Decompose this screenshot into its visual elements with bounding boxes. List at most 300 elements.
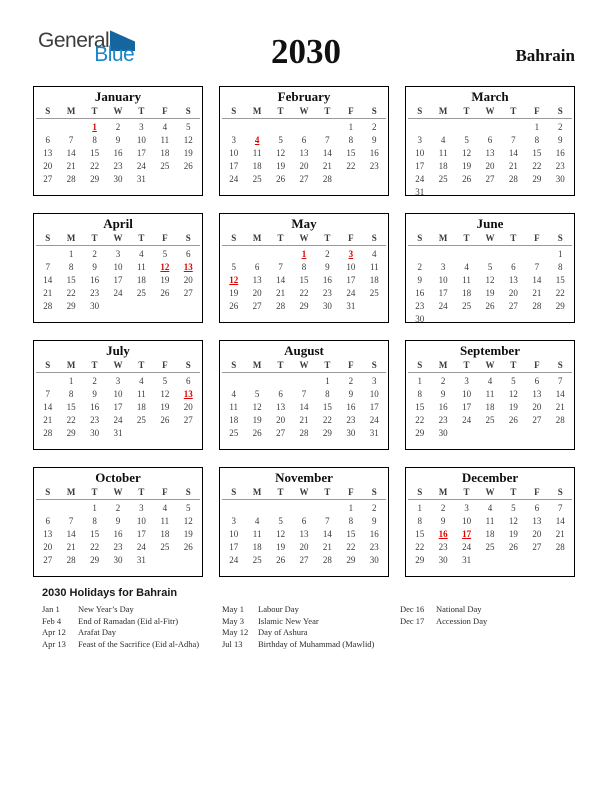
- weekday-label: M: [66, 360, 76, 370]
- day-cell: 21: [276, 288, 286, 299]
- weekday-label: S: [231, 106, 237, 116]
- weekday-label: T: [463, 487, 470, 497]
- day-cell: 18: [252, 542, 262, 553]
- day-cell: 9: [325, 262, 330, 273]
- day-cell: 17: [369, 402, 379, 413]
- day-cell: 5: [186, 122, 191, 133]
- day-cell: 22: [415, 542, 425, 553]
- day-cell: 8: [92, 135, 97, 146]
- day-cell: 7: [45, 262, 50, 273]
- holiday-day-cell: 16: [438, 529, 448, 540]
- day-cell: 6: [186, 376, 191, 387]
- month-title: November: [275, 470, 333, 485]
- day-cell: 6: [487, 135, 493, 146]
- day-cell: 20: [276, 415, 286, 426]
- day-cell: 27: [183, 415, 193, 426]
- holiday-day-cell: 4: [254, 135, 260, 146]
- day-cell: 29: [346, 555, 356, 565]
- day-cell: 1: [325, 376, 330, 387]
- day-cell: 2: [440, 503, 446, 514]
- day-cell: 13: [532, 516, 542, 527]
- day-cell: 5: [278, 135, 283, 146]
- weekday-label: T: [510, 106, 517, 116]
- weekday-label: S: [371, 106, 377, 116]
- day-cell: 23: [438, 542, 448, 553]
- day-cell: 14: [43, 275, 53, 286]
- weekday-label: T: [463, 106, 470, 116]
- day-cell: 30: [346, 428, 356, 438]
- holiday-item: [222, 627, 398, 639]
- day-cell: 8: [534, 135, 540, 146]
- weekday-label: S: [557, 487, 563, 497]
- day-cell: 25: [369, 288, 379, 299]
- day-cell: 2: [115, 503, 121, 514]
- weekday-label: T: [324, 233, 331, 243]
- day-cell: 25: [485, 415, 495, 426]
- day-cell: 15: [532, 148, 542, 159]
- day-cell: 31: [136, 555, 146, 565]
- day-cell: 6: [254, 262, 260, 273]
- day-cell: 2: [115, 122, 121, 133]
- day-cell: 9: [440, 389, 446, 400]
- day-cell: 22: [415, 415, 425, 426]
- day-cell: 19: [485, 288, 495, 299]
- day-cell: 14: [299, 402, 309, 413]
- day-cell: 26: [508, 542, 518, 553]
- day-cell: 19: [183, 529, 193, 540]
- month-october: [33, 467, 203, 577]
- day-cell: 1: [68, 376, 74, 387]
- weekday-label: M: [438, 487, 448, 497]
- day-cell: 31: [369, 428, 379, 438]
- day-cell: 5: [464, 135, 469, 146]
- day-cell: 18: [160, 148, 170, 159]
- day-cell: 1: [417, 503, 422, 514]
- day-cell: 19: [160, 275, 170, 286]
- day-cell: 27: [508, 301, 518, 311]
- month-title: February: [277, 89, 331, 104]
- weekday-label: S: [557, 106, 563, 116]
- weekday-label: T: [138, 360, 145, 370]
- day-cell: 23: [346, 415, 356, 426]
- day-cell: 30: [369, 555, 379, 565]
- weekday-label: T: [510, 487, 517, 497]
- day-cell: 18: [136, 402, 146, 413]
- weekday-label: S: [371, 233, 377, 243]
- day-cell: 8: [348, 516, 354, 527]
- day-cell: 11: [160, 516, 170, 527]
- day-cell: 12: [508, 389, 518, 400]
- day-cell: 21: [508, 161, 518, 172]
- weekday-label: W: [113, 106, 123, 116]
- day-cell: 24: [229, 555, 239, 565]
- day-cell: 10: [113, 262, 123, 273]
- weekday-label: W: [113, 360, 123, 370]
- weekday-label: T: [324, 360, 331, 370]
- day-cell: 14: [555, 389, 565, 400]
- day-cell: 14: [66, 148, 76, 159]
- weekday-label: T: [510, 233, 517, 243]
- weekday-label: S: [231, 487, 237, 497]
- day-cell: 4: [139, 249, 144, 260]
- month-title: January: [94, 89, 142, 104]
- day-cell: 8: [68, 389, 74, 400]
- day-cell: 17: [462, 402, 472, 413]
- day-cell: 11: [485, 516, 495, 527]
- day-cell: 1: [92, 503, 97, 514]
- day-cell: 27: [43, 174, 53, 184]
- weekday-header: [36, 360, 200, 373]
- weekday-label: M: [252, 233, 262, 243]
- day-cell: 23: [555, 161, 565, 172]
- day-cell: 18: [229, 415, 239, 426]
- day-cell: 15: [66, 275, 76, 286]
- day-cell: 25: [136, 288, 146, 299]
- day-cell: 20: [299, 542, 309, 553]
- day-cell: 18: [462, 288, 472, 299]
- holiday-date: Dec 16: [400, 604, 425, 614]
- day-cell: 8: [417, 516, 422, 527]
- day-cell: 10: [113, 389, 123, 400]
- day-cell: 19: [276, 542, 286, 553]
- weekday-label: M: [438, 106, 448, 116]
- holiday-column: [400, 604, 575, 627]
- day-cell: 10: [229, 529, 239, 540]
- holiday-name: Day of Ashura: [258, 627, 308, 637]
- holiday-day-cell: 17: [462, 529, 472, 540]
- weekday-label: W: [485, 106, 495, 116]
- holiday-item: [222, 616, 398, 628]
- day-cell: 28: [555, 542, 565, 553]
- day-cell: 14: [276, 275, 286, 286]
- day-cell: 9: [115, 135, 121, 146]
- day-cell: 16: [415, 288, 425, 299]
- day-cell: 25: [462, 301, 472, 311]
- day-cell: 27: [252, 301, 262, 311]
- holiday-item: [42, 604, 220, 616]
- day-cell: 13: [276, 402, 286, 413]
- day-cell: 8: [417, 389, 422, 400]
- day-cell: 30: [322, 301, 332, 311]
- month-june: [405, 213, 575, 323]
- day-cell: 5: [278, 516, 283, 527]
- weekday-label: W: [485, 487, 495, 497]
- weekday-label: T: [463, 233, 470, 243]
- day-cell: 28: [66, 555, 76, 565]
- weekday-label: T: [91, 233, 98, 243]
- day-cell: 6: [278, 389, 283, 400]
- weekday-label: F: [348, 233, 354, 243]
- weekday-label: S: [417, 106, 423, 116]
- day-cell: 4: [139, 376, 144, 387]
- holiday-name: Labour Day: [258, 604, 299, 614]
- weekday-label: W: [299, 233, 309, 243]
- days-grid: [222, 119, 386, 185]
- day-cell: 13: [252, 275, 262, 286]
- holiday-name: New Year’s Day: [78, 604, 134, 614]
- day-cell: 30: [90, 428, 100, 438]
- day-cell: 28: [555, 415, 565, 426]
- day-cell: 25: [136, 415, 146, 426]
- day-cell: 7: [325, 135, 330, 146]
- day-cell: 19: [508, 529, 518, 540]
- day-cell: 21: [66, 542, 76, 553]
- weekday-header: [222, 360, 386, 373]
- holiday-date: May 1: [222, 604, 244, 614]
- day-cell: 7: [68, 516, 74, 527]
- day-cell: 14: [43, 402, 53, 413]
- day-cell: 27: [183, 288, 193, 299]
- day-cell: 9: [440, 516, 446, 527]
- month-july: [33, 340, 203, 450]
- holiday-name: Feast of the Sacrifice (Eid al-Adha): [78, 638, 200, 649]
- day-cell: 1: [348, 503, 354, 514]
- days-grid: [222, 500, 386, 566]
- day-cell: 1: [68, 249, 74, 260]
- logo-blue-text: Blue: [94, 43, 135, 66]
- day-cell: 16: [555, 148, 565, 159]
- day-cell: 19: [160, 402, 170, 413]
- day-cell: 13: [532, 389, 542, 400]
- day-cell: 12: [252, 402, 262, 413]
- weekday-label: T: [277, 233, 284, 243]
- day-cell: 19: [508, 402, 518, 413]
- weekday-label: S: [557, 360, 563, 370]
- weekday-label: M: [66, 233, 76, 243]
- day-cell: 12: [508, 516, 518, 527]
- holiday-item: [400, 604, 575, 616]
- month-title: July: [106, 343, 130, 358]
- holiday-day-cell: 12: [229, 275, 239, 286]
- day-cell: 25: [160, 161, 170, 172]
- days-grid: [36, 246, 200, 312]
- day-cell: 24: [113, 288, 123, 299]
- day-cell: 11: [369, 262, 379, 273]
- weekday-label: M: [66, 106, 76, 116]
- day-cell: 8: [348, 135, 354, 146]
- day-cell: 24: [462, 542, 472, 553]
- day-cell: 20: [252, 288, 262, 299]
- day-cell: 29: [66, 301, 76, 311]
- day-cell: 24: [113, 415, 123, 426]
- day-cell: 26: [462, 174, 472, 184]
- day-cell: 10: [346, 262, 356, 273]
- day-cell: 4: [487, 376, 493, 387]
- day-cell: 29: [299, 301, 309, 311]
- days-grid: [408, 119, 572, 198]
- holiday-date: Dec 17: [400, 615, 425, 626]
- day-cell: 7: [558, 503, 563, 514]
- holiday-name: Islamic New Year: [258, 615, 319, 626]
- month-title: August: [284, 343, 324, 358]
- day-cell: 9: [372, 516, 377, 527]
- day-cell: 30: [438, 428, 448, 438]
- day-cell: 4: [254, 516, 260, 527]
- weekday-header: [222, 487, 386, 500]
- day-cell: 3: [231, 516, 236, 527]
- day-cell: 29: [322, 428, 332, 438]
- day-cell: 22: [66, 288, 76, 299]
- day-cell: 9: [417, 275, 422, 286]
- day-cell: 10: [462, 516, 472, 527]
- weekday-header: [408, 487, 572, 500]
- day-cell: 16: [346, 402, 356, 413]
- day-cell: 24: [415, 174, 425, 184]
- day-cell: 4: [464, 262, 469, 273]
- day-cell: 20: [183, 275, 193, 286]
- month-title: March: [471, 89, 509, 104]
- day-cell: 3: [440, 262, 446, 273]
- day-cell: 1: [417, 376, 422, 387]
- weekday-label: F: [162, 487, 168, 497]
- weekday-label: W: [299, 487, 309, 497]
- weekday-label: S: [185, 487, 191, 497]
- weekday-label: T: [91, 360, 98, 370]
- day-cell: 2: [372, 122, 377, 133]
- day-cell: 21: [43, 415, 53, 426]
- weekday-label: S: [185, 360, 191, 370]
- day-cell: 2: [325, 249, 330, 260]
- day-cell: 2: [348, 376, 354, 387]
- day-cell: 17: [229, 161, 239, 172]
- day-cell: 19: [462, 161, 472, 172]
- day-cell: 13: [43, 529, 53, 540]
- holiday-name: Arafat Day: [78, 627, 116, 637]
- day-cell: 14: [322, 529, 332, 540]
- weekday-label: T: [324, 106, 331, 116]
- day-cell: 15: [322, 402, 332, 413]
- country-label: Bahrain: [515, 46, 575, 65]
- day-cell: 2: [558, 122, 563, 133]
- day-cell: 19: [183, 148, 193, 159]
- weekday-label: S: [185, 233, 191, 243]
- day-cell: 21: [322, 161, 332, 172]
- day-cell: 2: [440, 376, 446, 387]
- weekday-label: F: [162, 360, 168, 370]
- weekday-label: M: [252, 487, 262, 497]
- month-january: [33, 86, 203, 196]
- day-cell: 4: [162, 503, 168, 514]
- day-cell: 31: [113, 428, 123, 438]
- day-cell: 16: [90, 402, 100, 413]
- day-cell: 29: [415, 555, 425, 565]
- holiday-date: May 3: [222, 615, 244, 626]
- day-cell: 24: [229, 174, 239, 184]
- day-cell: 17: [136, 529, 146, 540]
- day-cell: 31: [462, 555, 472, 565]
- day-cell: 23: [369, 161, 379, 172]
- day-cell: 17: [136, 148, 146, 159]
- day-cell: 25: [229, 428, 239, 438]
- day-cell: 11: [137, 389, 146, 400]
- day-cell: 15: [66, 402, 76, 413]
- weekday-label: F: [534, 487, 540, 497]
- holiday-day-cell: 13: [183, 262, 193, 273]
- weekday-label: W: [299, 106, 309, 116]
- day-cell: 11: [160, 135, 170, 146]
- day-cell: 26: [252, 428, 262, 438]
- day-cell: 16: [322, 275, 332, 286]
- weekday-label: M: [66, 487, 76, 497]
- holiday-name: Birthday of Muhammad (Mawlid): [258, 638, 375, 649]
- day-cell: 1: [534, 122, 540, 133]
- day-cell: 26: [485, 301, 495, 311]
- day-cell: 6: [534, 376, 540, 387]
- holiday-date: Jul 13: [222, 638, 243, 649]
- weekday-label: T: [510, 360, 517, 370]
- weekday-label: M: [438, 233, 448, 243]
- day-cell: 31: [346, 301, 356, 311]
- weekday-label: T: [138, 487, 145, 497]
- day-cell: 22: [66, 415, 76, 426]
- month-april: [33, 213, 203, 323]
- day-cell: 5: [487, 262, 493, 273]
- day-cell: 4: [440, 135, 446, 146]
- holiday-item: [42, 616, 220, 628]
- day-cell: 15: [555, 275, 565, 286]
- day-cell: 12: [183, 135, 193, 146]
- day-cell: 23: [415, 301, 425, 311]
- holiday-day-cell: 3: [348, 249, 354, 260]
- day-cell: 3: [139, 503, 144, 514]
- holiday-date: May 12: [222, 627, 249, 637]
- weekday-label: F: [162, 233, 168, 243]
- day-cell: 3: [372, 376, 377, 387]
- day-cell: 12: [183, 516, 193, 527]
- day-cell: 22: [299, 288, 309, 299]
- day-cell: 15: [415, 529, 425, 540]
- day-cell: 18: [438, 161, 448, 172]
- day-cell: 10: [462, 389, 472, 400]
- day-cell: 27: [43, 555, 53, 565]
- weekday-label: S: [371, 487, 377, 497]
- holiday-date: Feb 4: [42, 615, 62, 626]
- day-cell: 5: [254, 389, 260, 400]
- day-cell: 26: [160, 288, 170, 299]
- weekday-label: T: [277, 360, 284, 370]
- day-cell: 20: [183, 402, 193, 413]
- month-february: [219, 86, 389, 196]
- day-cell: 15: [346, 529, 356, 540]
- day-cell: 22: [346, 161, 356, 172]
- weekday-label: F: [534, 106, 540, 116]
- day-cell: 4: [372, 249, 377, 260]
- month-title: June: [476, 216, 504, 231]
- day-cell: 19: [276, 161, 286, 172]
- holiday-column: [42, 604, 220, 650]
- holiday-name: Accession Day: [436, 615, 488, 626]
- weekday-label: S: [231, 233, 237, 243]
- day-cell: 6: [45, 516, 50, 527]
- day-cell: 9: [348, 389, 354, 400]
- logo-general-text: General: [38, 29, 110, 52]
- day-cell: 30: [555, 174, 565, 184]
- day-cell: 29: [90, 555, 100, 565]
- weekday-label: S: [45, 233, 51, 243]
- day-cell: 7: [278, 262, 283, 273]
- month-title: May: [291, 216, 317, 231]
- day-cell: 29: [90, 174, 100, 184]
- day-cell: 21: [43, 288, 53, 299]
- day-cell: 29: [66, 428, 76, 438]
- weekday-label: F: [534, 233, 540, 243]
- day-cell: 9: [115, 516, 121, 527]
- day-cell: 18: [369, 275, 379, 286]
- day-cell: 30: [113, 555, 123, 565]
- day-cell: 4: [487, 503, 493, 514]
- weekday-label: W: [485, 360, 495, 370]
- day-cell: 24: [346, 288, 356, 299]
